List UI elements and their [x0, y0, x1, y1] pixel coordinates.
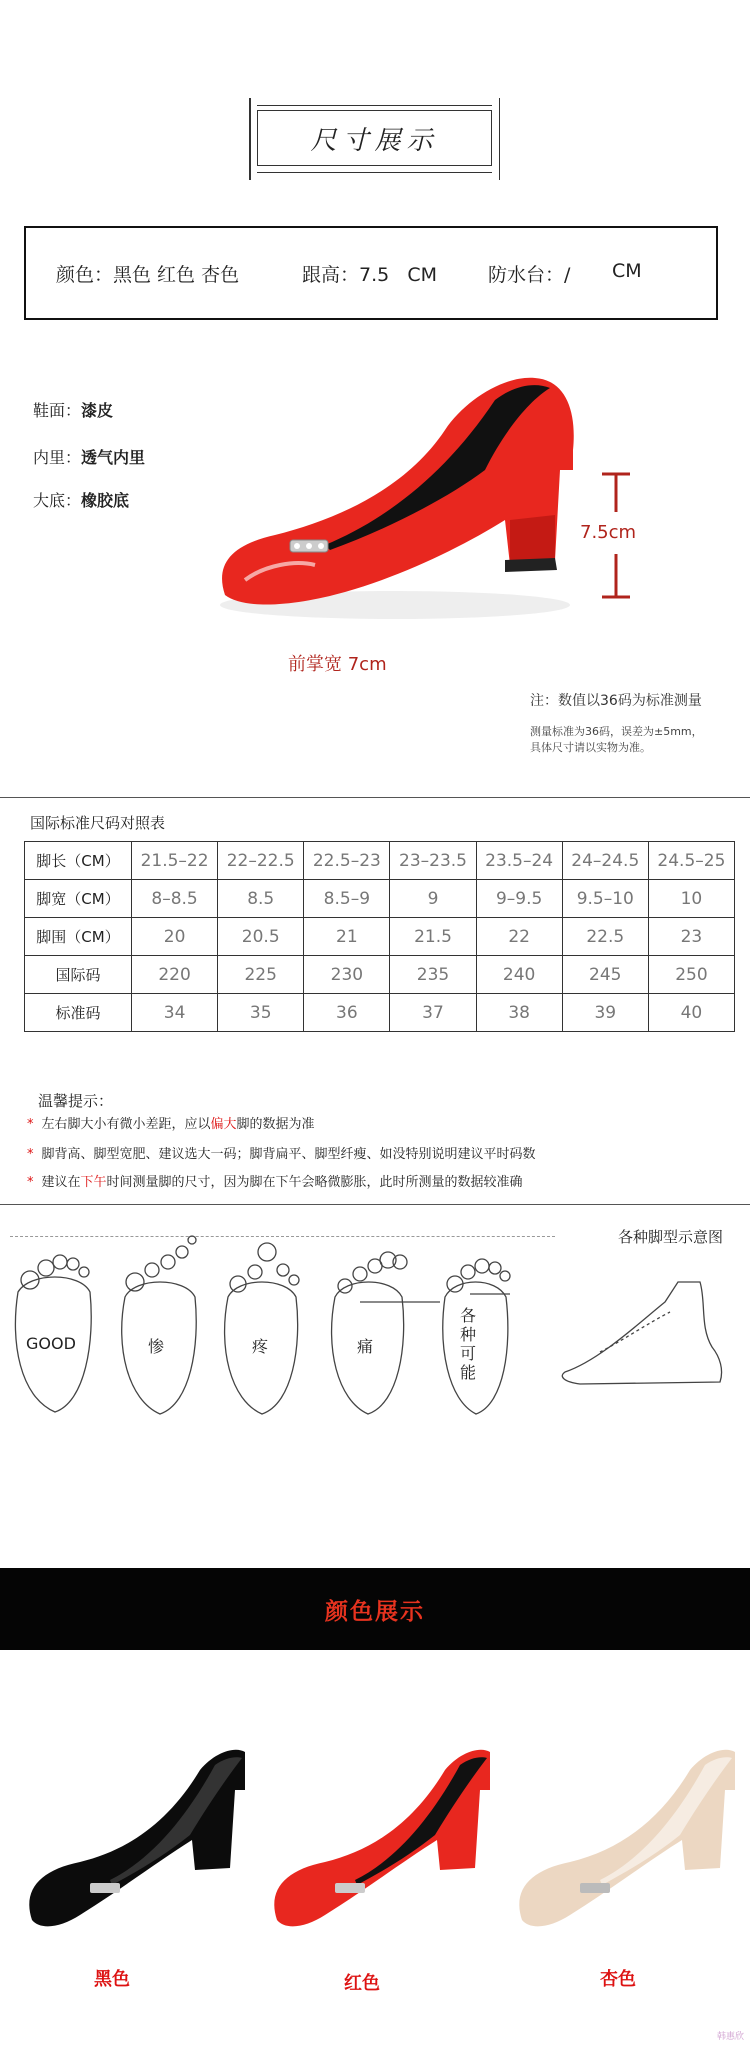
table-cell: 21: [304, 918, 390, 956]
table-cell: 24–24.5: [562, 842, 648, 880]
color-name-red: 红色: [344, 1973, 380, 1994]
table-row: [25, 956, 735, 994]
table-cell: 39: [562, 994, 648, 1032]
row-header: 国际码: [25, 956, 132, 994]
tip-text: 时间测量脚的尺寸，因为脚在下午会略微膨胀，此时所测量的数据较准确: [106, 1175, 523, 1190]
platform-value: /: [564, 264, 571, 286]
size-table: [24, 841, 735, 1032]
table-cell: 235: [390, 956, 476, 994]
table-cell: 21.5–22: [132, 842, 218, 880]
material-value: 透气内里: [81, 448, 146, 467]
platform-unit: CM: [612, 260, 642, 282]
note-line: 测量标准为36码，误差为±5mm，: [530, 725, 703, 738]
shoe-black: [29, 1750, 245, 1927]
tip-text: 脚背高、脚型宽肥、建议选大一码；脚背扁平、脚型纤瘦、如没特别说明建议平时码数: [41, 1147, 536, 1162]
table-cell: 22.5: [562, 918, 648, 956]
table-row: [25, 994, 735, 1032]
material-lining: [33, 445, 145, 468]
row-header: 脚长（CM）: [25, 842, 132, 880]
tip-text: 脚的数据为准: [236, 1117, 315, 1132]
table-cell: 220: [132, 956, 218, 994]
row-header: 脚宽（CM）: [25, 880, 132, 918]
table-cell: 34: [132, 994, 218, 1032]
tips-heading: 温馨提示：: [38, 1092, 114, 1110]
table-cell: 35: [218, 994, 304, 1032]
table-row: [25, 918, 735, 956]
heel-label: 跟高：: [302, 264, 360, 286]
table-cell: 23.5–24: [476, 842, 562, 880]
heel-height-label: 7.5cm: [580, 522, 637, 543]
material-value: 橡胶底: [81, 491, 130, 510]
foot-label-hurt: 疼: [252, 1337, 269, 1356]
shoe-red: [274, 1750, 490, 1927]
foot-outlines: [0, 1222, 750, 1422]
table-cell: 245: [562, 956, 648, 994]
main-shoe-image: [205, 360, 585, 640]
table-cell: 36: [304, 994, 390, 1032]
material-sole: [33, 488, 129, 511]
color-label: 颜色：: [56, 264, 114, 286]
tip-highlight: 下午: [80, 1175, 107, 1190]
table-cell: 8–8.5: [132, 880, 218, 918]
color-shoes: [20, 1740, 740, 1940]
table-cell: 8.5: [218, 880, 304, 918]
bullet-star: *: [27, 1147, 34, 1162]
foot-label-various: 各 种 可 能: [460, 1306, 477, 1382]
table-cell: 38: [476, 994, 562, 1032]
color-spec: [56, 260, 239, 287]
divider: [0, 1204, 750, 1205]
color-name-black: 黑色: [94, 1969, 130, 1990]
heel-spec: [302, 260, 437, 287]
material-label: 鞋面：: [33, 401, 82, 420]
table-cell: 23–23.5: [390, 842, 476, 880]
heel-unit: CM: [407, 264, 438, 286]
foot-label-good: GOOD: [26, 1334, 76, 1353]
table-cell: 10: [648, 880, 734, 918]
table-cell: 23: [648, 918, 734, 956]
material-value: 漆皮: [81, 401, 114, 420]
table-cell: 24.5–25: [648, 842, 734, 880]
material-label: 内里：: [33, 448, 82, 467]
shoe-beige: [519, 1750, 735, 1927]
material-label: 大底：: [33, 491, 82, 510]
table-cell: 22.5–23: [304, 842, 390, 880]
table-cell: 22–22.5: [218, 842, 304, 880]
page-title: 尺寸展示: [257, 110, 492, 166]
divider: [0, 797, 750, 798]
bullet-star: *: [27, 1117, 34, 1132]
row-header: 标准码: [25, 994, 132, 1032]
table-cell: 37: [390, 994, 476, 1032]
table-cell: 9–9.5: [476, 880, 562, 918]
table-cell: 9: [390, 880, 476, 918]
table-cell: 20: [132, 918, 218, 956]
foot-types-heading: 各种脚型示意图: [618, 1228, 724, 1246]
tip-highlight: 偏大: [210, 1117, 237, 1132]
table-cell: 40: [648, 994, 734, 1032]
table-row: [25, 880, 735, 918]
table-cell: 9.5–10: [562, 880, 648, 918]
measure-note-detail: [530, 724, 703, 756]
color-section-title: 颜色展示: [325, 1598, 425, 1625]
tip-item: [27, 1143, 536, 1162]
table-cell: 22: [476, 918, 562, 956]
table-cell: 250: [648, 956, 734, 994]
table-row: [25, 842, 735, 880]
tip-text: 建议在: [41, 1175, 81, 1190]
tip-item: [27, 1171, 523, 1190]
tip-text: 左右脚大小有微小差距，应以: [41, 1117, 211, 1132]
color-name-beige: 杏色: [600, 1969, 636, 1990]
measure-note: 注：数值以36码为标准测量: [530, 693, 702, 709]
color-section-band: [0, 1568, 750, 1650]
watermark: 韩惠欣: [716, 2032, 744, 2042]
table-cell: 240: [476, 956, 562, 994]
tip-item: [27, 1113, 315, 1132]
note-line: 具体尺寸请以实物为准。: [530, 741, 651, 754]
platform-label: 防水台：: [488, 264, 565, 286]
forefoot-width-label: 前掌宽 7cm: [288, 654, 387, 675]
material-upper: [33, 398, 113, 421]
table-cell: 20.5: [218, 918, 304, 956]
bullet-star: *: [27, 1175, 34, 1190]
row-header: 脚围（CM）: [25, 918, 132, 956]
platform-spec: [488, 260, 570, 287]
foot-label-pain: 痛: [357, 1337, 374, 1356]
size-table-title: 国际标准尺码对照表: [30, 814, 166, 832]
table-cell: 21.5: [390, 918, 476, 956]
heel-value: 7.5: [359, 264, 390, 286]
color-value: 黑色 红色 杏色: [113, 264, 240, 286]
table-cell: 230: [304, 956, 390, 994]
table-cell: 225: [218, 956, 304, 994]
foot-label-bad: 惨: [148, 1337, 165, 1356]
table-cell: 8.5–9: [304, 880, 390, 918]
